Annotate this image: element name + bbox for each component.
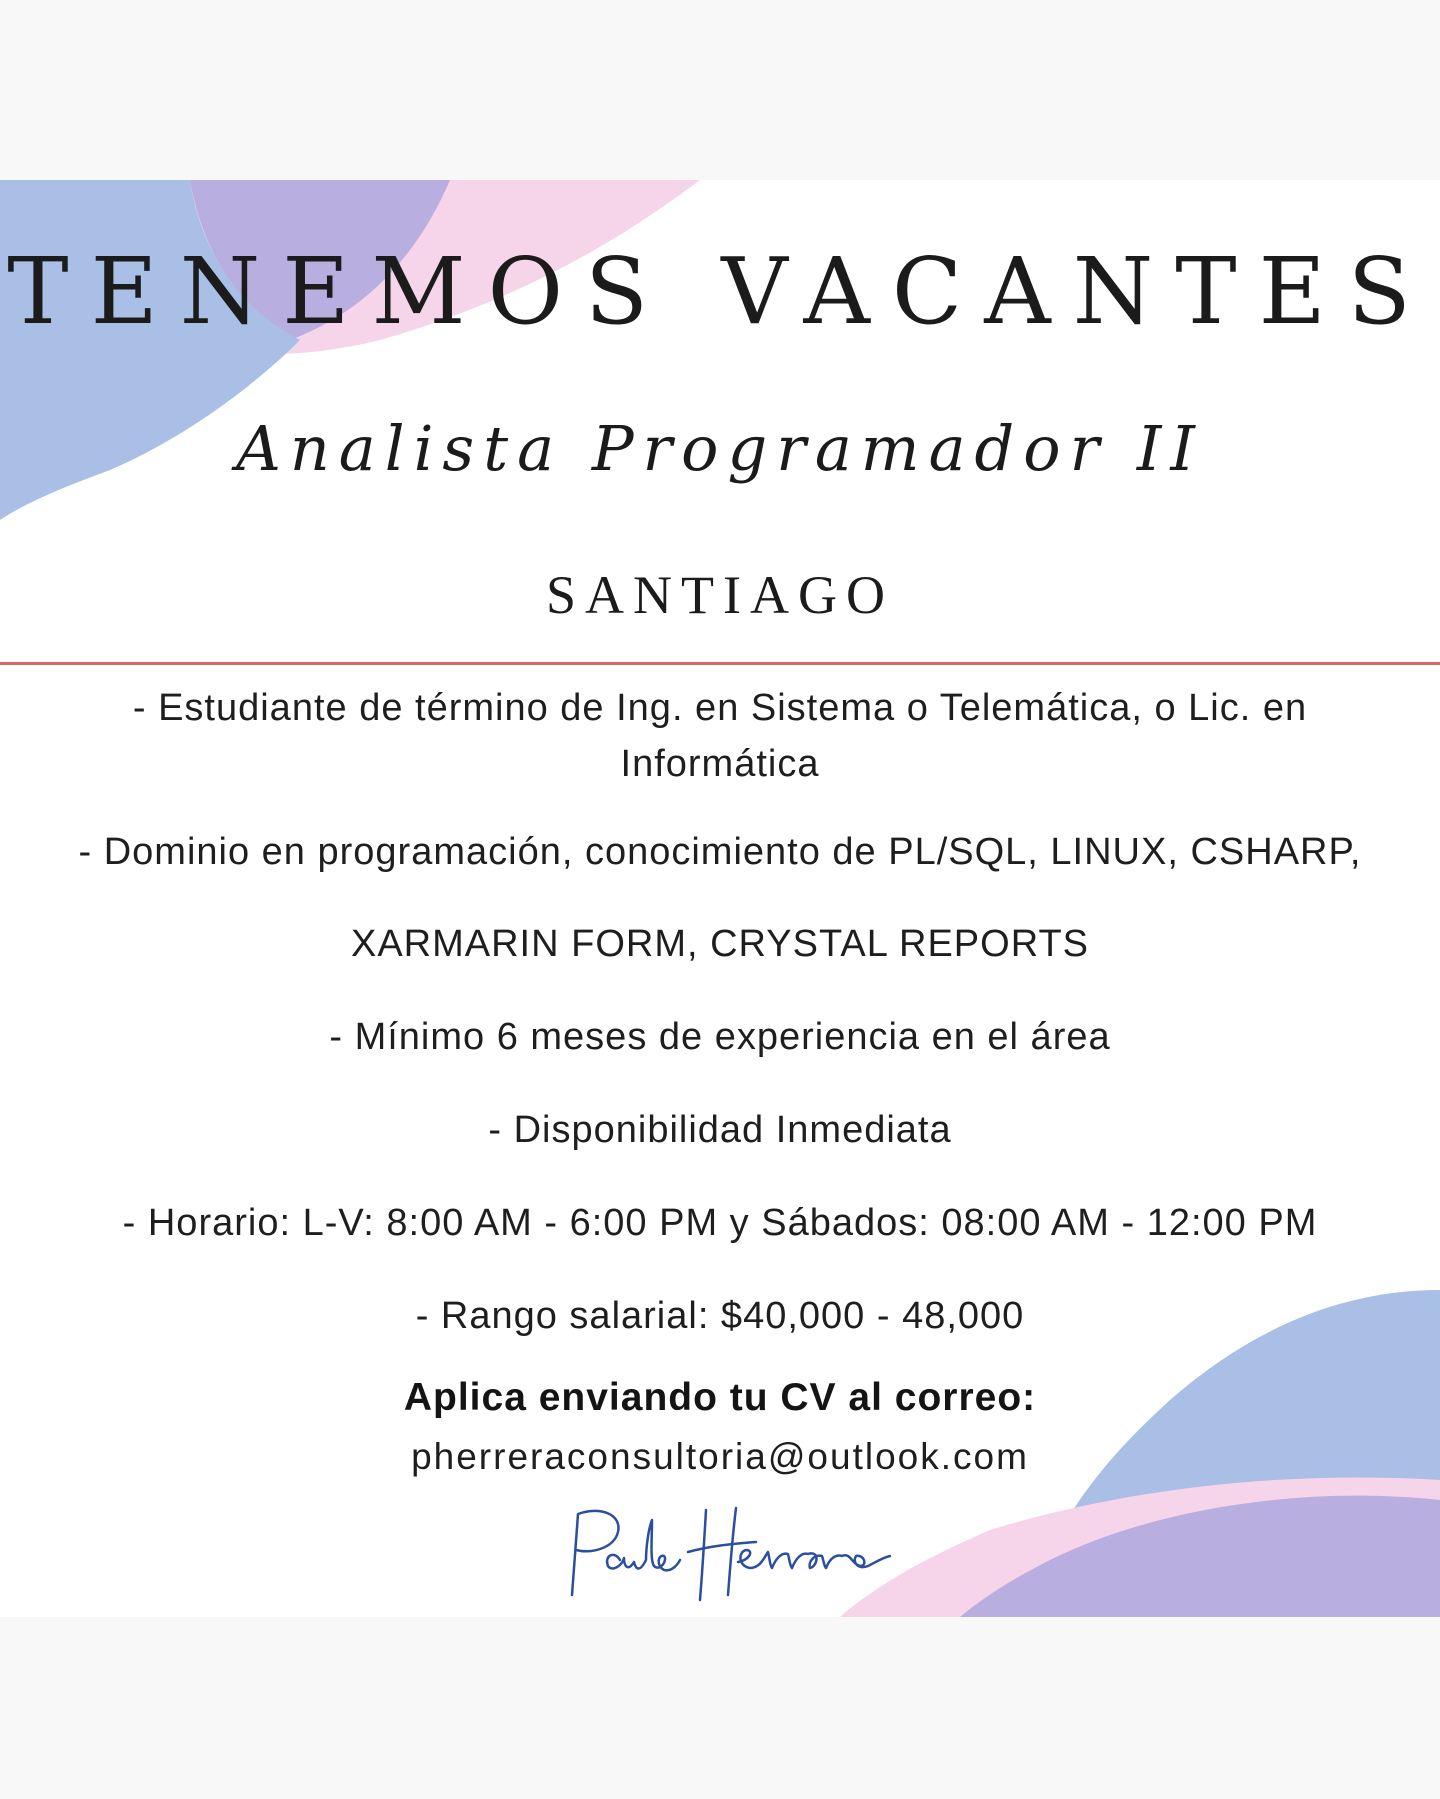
job-poster (0, 180, 1440, 1617)
requirement-skills: - Dominio en programación, conocimiento de PL/SQL, LINUX, CSHARP, (78, 831, 1362, 873)
divider-line (0, 662, 1440, 665)
requirement-availability: - Disponibilidad Inmediata (488, 1109, 952, 1151)
poster-title: TENEMOS VACANTES (7, 238, 1433, 345)
requirement-schedule: - Horario: L-V: 8:00 AM - 6:00 PM y Sábados: 08:00 AM - 12:00 PM (122, 1202, 1318, 1244)
job-location: SANTIAGO (546, 565, 894, 625)
requirement-skills-cont: XARMARIN FORM, CRYSTAL REPORTS (350, 923, 1090, 965)
poster-content (0, 180, 1440, 1617)
job-position: Analista Programador II (236, 412, 1204, 485)
requirement-salary: - Rango salarial: $40,000 - 48,000 (415, 1295, 1025, 1337)
handwritten-signature (560, 1500, 900, 1610)
requirement-education-cont: Informática (620, 743, 820, 785)
requirement-experience: - Mínimo 6 meses de experiencia en el área (329, 1016, 1111, 1058)
requirement-education: - Estudiante de término de Ing. en Sistema o Telemática, o Lic. en (132, 687, 1308, 729)
apply-instructions: Aplica enviando tu CV al correo: (403, 1376, 1037, 1419)
contact-email: pherreraconsultoria@outlook.com (411, 1436, 1029, 1477)
